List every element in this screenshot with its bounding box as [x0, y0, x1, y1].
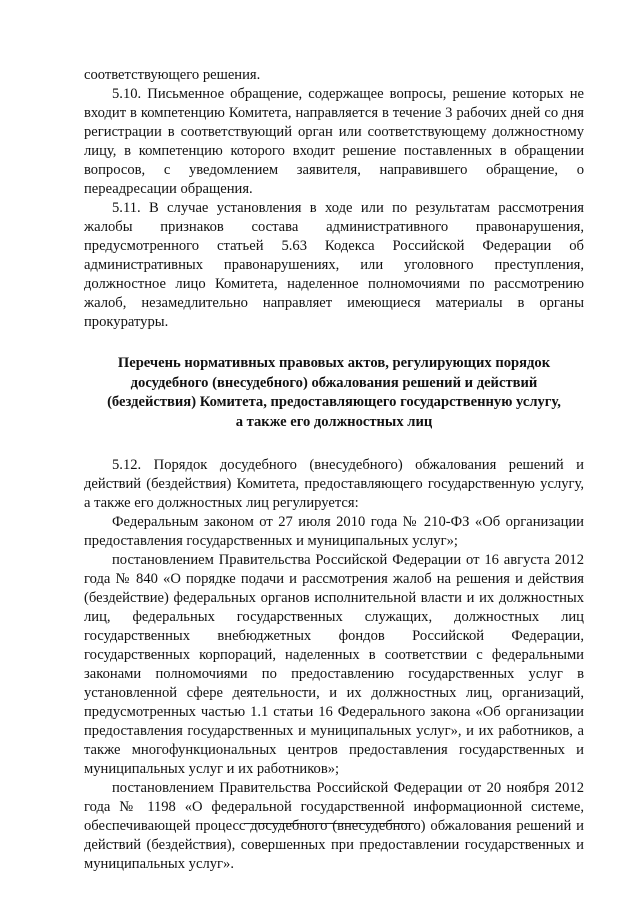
end-divider — [244, 823, 414, 824]
heading-line: досудебного (внесудебного) обжалования решений и действий — [130, 374, 538, 391]
paragraph-5-11: 5.11. В случае установления в ходе или по результатам рассмотрения жалобы признаков состава административного правонарушения, предусмотренного статьей 5.63 Кодекса Российской Федерации об административных правонарушениях, или уголовного преступления, должностное лицо Комитета, наделенное полномочиями по рассмотрению жалоб, незамедлительно направляет имеющиеся материалы в органы прокуратуры. — [84, 200, 584, 330]
paragraph-federal-law: Федеральным законом от 27 июля 2010 года № 210-ФЗ «Об организации предоставления государственных и муниципальных услуг»; — [84, 514, 584, 549]
paragraph-5-10: 5.10. Письменное обращение, содержащее вопросы, решение которых не входит в компетенцию Комитета, направляется в течение 3 рабочих дней со дня регистрации в соответствующий орган или соответствующему должностному лицу, в компетенцию которого входит решение поставленных в обращении вопросов, с уведомлением заявителя, направившего обращение, о переадресации обращения. — [84, 86, 584, 197]
section-heading — [84, 354, 584, 432]
heading-line: (бездействия) Комитета, предоставляющего государственную услугу, — [107, 394, 561, 410]
paragraph-resolution-1198: постановлением Правительства Российской Федерации от 20 ноября 2012 года № 1198 «О федеральной государственной информационной системе, обеспечивающей процесс досудебного (внесудебного) обжалования решений и действий (бездействия), совершенных при предоставлении государственных и муниципальных услуг». — [84, 780, 584, 872]
document-page — [84, 66, 584, 874]
paragraph-resolution-840: постановлением Правительства Российской Федерации от 16 августа 2012 года № 840 «О порядке подачи и рассмотрения жалоб на решения и действия (бездействие) федеральных органов исполнительной власти и их должностных лиц, федеральных государственных служащих, должностных лиц государственных внебюджетных фондов Российской Федерации, государственных корпораций, наделенных в соответствии с федеральными законами полномочиями по предоставлению государственных услуг в установленной сфере деятельности, и их должностных лиц, организаций, предусмотренных частью 1.1 статьи 16 Федерального закона «Об организации предоставления государственных и муниципальных услуг», и их работников, а также многофункциональных центров предоставления государственных и муниципальных услуг и их работников»; — [84, 552, 584, 777]
heading-line: а также его должностных лиц — [235, 413, 433, 430]
paragraph-5-12: 5.12. Порядок досудебного (внесудебного) обжалования решений и действий (бездействия) Комитета, предоставляющего государственную услугу, а также его должностных лиц регулируется: — [84, 457, 584, 511]
heading-line: Перечень нормативных правовых актов, регулирующих порядок — [117, 355, 551, 371]
paragraph-continuation: соответствующего решения. — [84, 67, 261, 83]
